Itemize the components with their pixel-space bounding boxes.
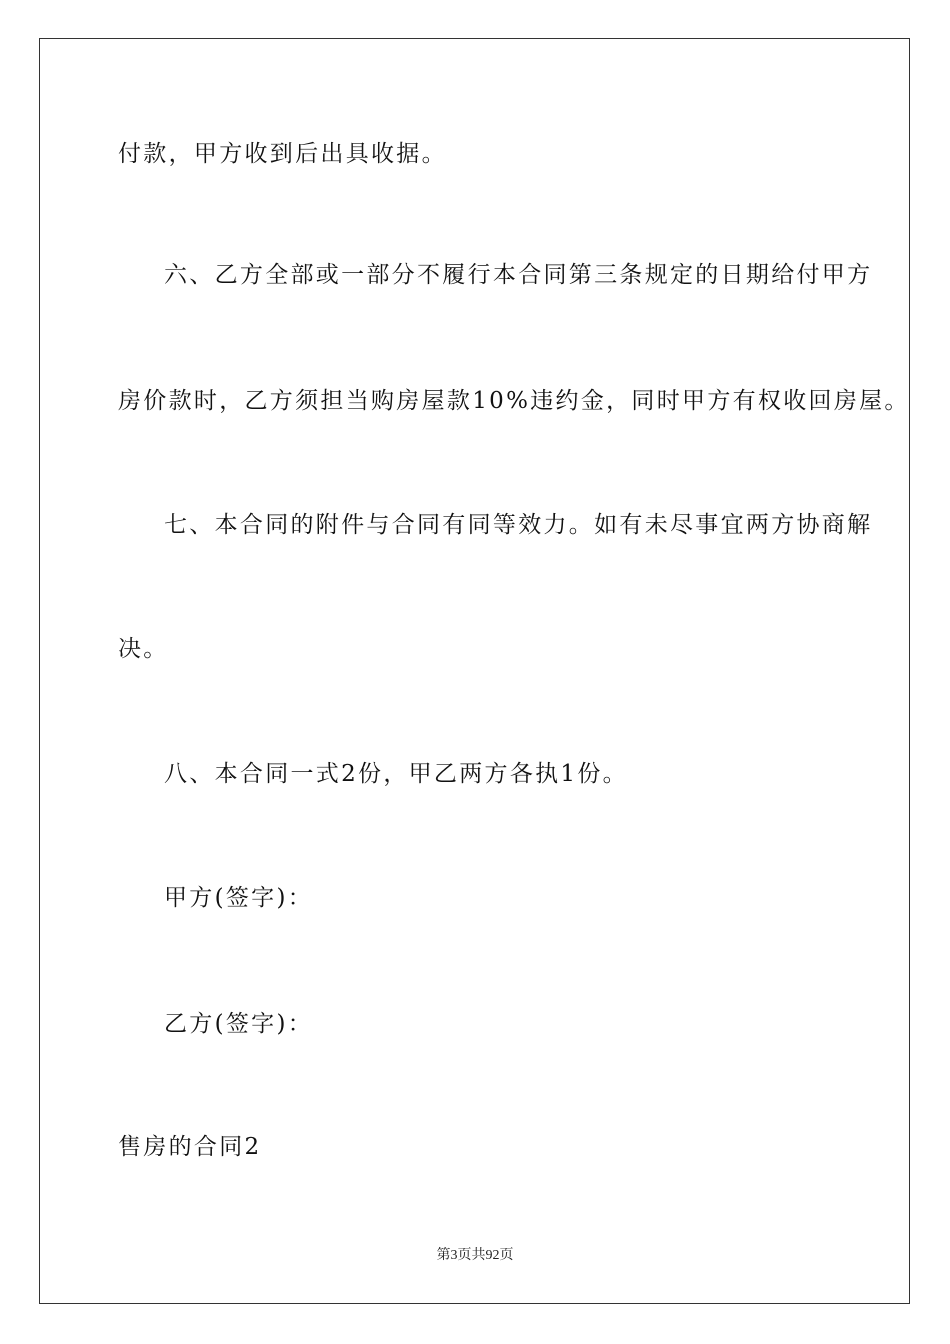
- text-line-1: 付款，甲方收到后出具收据。: [118, 141, 447, 167]
- page-frame: [39, 38, 910, 1304]
- clause-6-line-2: 房价款时，乙方须担当购房屋款10%违约金，同时甲方有权收回房屋。: [118, 388, 910, 414]
- party-a-signature: 甲方(签字)：: [164, 885, 314, 911]
- clause-7-line-1: 七、本合同的附件与合同有同等效力。如有未尽事宜两方协商解: [164, 512, 873, 538]
- clause-7-line-2: 决。: [118, 636, 169, 662]
- party-b-signature: 乙方(签字)：: [164, 1011, 314, 1037]
- page-number: 第3页: [436, 1248, 472, 1263]
- total-pages: 共92页: [471, 1248, 514, 1263]
- page-footer: [0, 1247, 950, 1265]
- section-title: 售房的合同2: [118, 1134, 262, 1160]
- clause-6-line-1: 六、乙方全部或一部分不履行本合同第三条规定的日期给付甲方: [164, 262, 873, 288]
- clause-8: 八、本合同一式2份，甲乙两方各执1份。: [164, 761, 628, 787]
